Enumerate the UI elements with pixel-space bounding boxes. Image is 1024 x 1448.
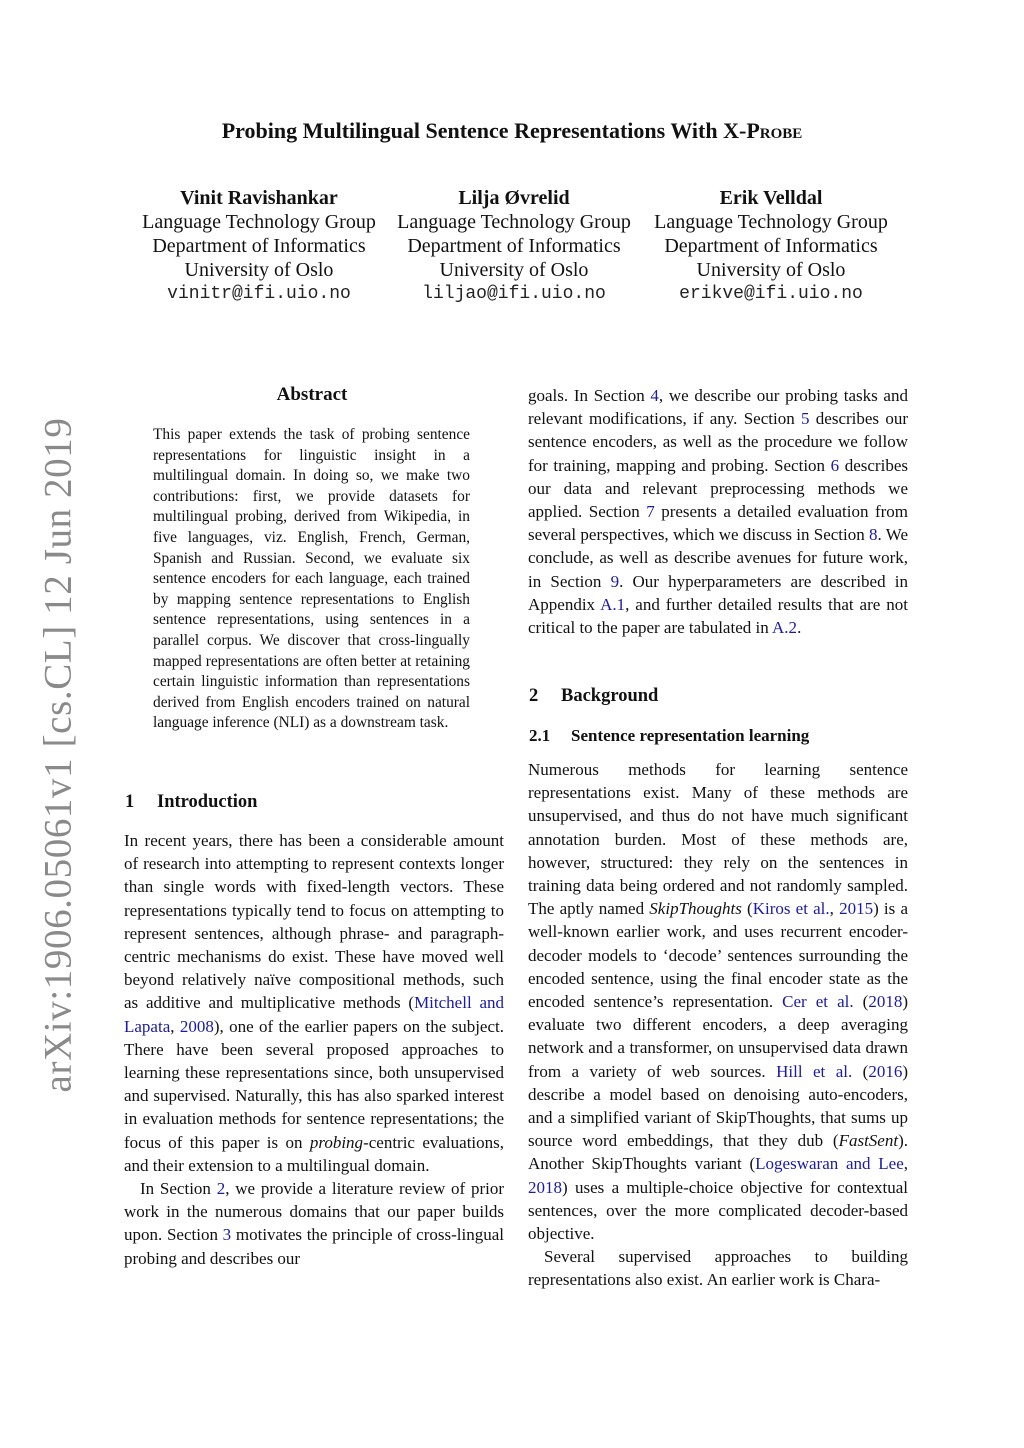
author-department: Department of Informatics: [664, 235, 878, 257]
citation-link[interactable]: 2016: [868, 1061, 903, 1081]
section-link[interactable]: 2: [216, 1179, 226, 1199]
appendix-link[interactable]: A.2: [772, 618, 798, 638]
abstract-text: This paper extends the task of probing sentence representations for linguistic insight in a multilingual domain. In doing so, we make two contributions: first, we provide datasets for multilingual probing, derived from Wikipedia, in five languages, viz. English, French, German, Spanish and Russian. Second, we evaluate six sentence encoders for each language, each trained by mapping sentence representations to English sentence representations, using sentences in a parallel corpus. We discover that cross-lingually mapped representations are often better at retaining certain linguistic information than representations derived from English encoders trained on natural language inference (NLI) as a downstream task.: [153, 426, 470, 732]
author-name: Vinit Ravishankar: [180, 187, 338, 209]
body-paragraph: Numerous methods for learning sentence representations exist. Many of these methods are unsupervised, and thus do not have much significant annotation burden. Most of these methods are, however, structured: they rely on the sentences in training data being ordered and not randomly sampled. The aptly named SkipThoughts (Kiros et al., 2015) is a well-known earlier work, and uses recurrent encoder-decoder models to ‘decode’ sentences surrounding the encoded sentence, using the final encoder state as the encoded sentence’s representation. Cer et al. (2018) evaluate two different encoders, a deep averaging network and a transformer, on unsupervised data drawn from a variety of web sources. Hill et al. (2016) describe a model based on denoising auto-encoders, and a simplified variant of SkipThoughts, that sums up source word embeddings, that they dub (FastSent). Another SkipThoughts variant (Logeswaran and Lee, 2018) uses a multiple-choice objective for contextual sentences, over the more complicated decoder-based objective.: [528, 760, 909, 1244]
right-column-top: [528, 384, 908, 639]
author-group: Language Technology Group: [654, 211, 888, 233]
author-email: liljao@ifi.uio.no: [422, 284, 606, 304]
author-department: Department of Informatics: [152, 235, 366, 257]
author-email: erikve@ifi.uio.no: [679, 284, 863, 304]
author-group: Language Technology Group: [397, 211, 631, 233]
citation-link[interactable]: Mitchell and Lapata: [124, 993, 504, 1036]
author-university: University of Oslo: [184, 259, 334, 281]
left-column-body: [124, 829, 504, 1270]
section-number: 1: [125, 792, 135, 812]
section-link[interactable]: 9: [610, 571, 620, 591]
author-name: Lilja Øvrelid: [458, 187, 570, 209]
appendix-link[interactable]: A.1: [600, 594, 626, 614]
citation-link[interactable]: Kiros et al.: [752, 899, 830, 919]
section-heading-background: [529, 686, 658, 707]
citation-link[interactable]: 2018: [868, 992, 903, 1012]
paper-title: [0, 118, 1024, 144]
section-link[interactable]: 5: [801, 409, 810, 429]
subsection-title: Sentence representation learning: [571, 726, 810, 745]
section-link[interactable]: 6: [830, 455, 840, 475]
title-main: Probing Multilingual Sentence Representations With X-: [221, 118, 747, 143]
author-group: Language Technology Group: [142, 211, 376, 233]
citation-link[interactable]: Hill et al.: [776, 1061, 853, 1081]
body-paragraph: Several supervised approaches to building representations also exist. An earlier work is Chara-: [528, 1247, 908, 1290]
intro-paragraph: In Section 2, we provide a literature review of prior work in the numerous domains that our paper builds upon. Section 3 motivates the principle of cross-lingual probing and describes our: [124, 1179, 505, 1268]
section-title: Introduction: [157, 792, 258, 812]
author-block: [646, 186, 896, 306]
section-link[interactable]: 3: [222, 1225, 232, 1245]
citation-link[interactable]: 2015: [839, 899, 874, 919]
subsection-number: 2.1: [529, 726, 551, 745]
author-university: University of Oslo: [696, 259, 846, 281]
title-small-caps: Probe: [746, 118, 803, 143]
citation-link[interactable]: Cer et al.: [782, 992, 854, 1012]
section-heading-introduction: [125, 792, 257, 813]
section-title: Background: [561, 686, 659, 706]
citation-link[interactable]: 2008: [179, 1016, 214, 1036]
section-link[interactable]: 8: [869, 525, 878, 545]
citation-link[interactable]: 2018: [528, 1177, 562, 1197]
section-link[interactable]: 7: [646, 502, 655, 522]
author-email: vinitr@ifi.uio.no: [167, 284, 351, 304]
section-number: 2: [529, 686, 539, 706]
author-block: [389, 186, 639, 306]
right-column-body: [528, 758, 908, 1292]
abstract-heading: Abstract: [276, 384, 348, 405]
section-link[interactable]: 4: [650, 386, 659, 405]
author-department: Department of Informatics: [407, 235, 621, 257]
body-paragraph: goals. In Section 4, we describe our probing tasks and relevant modifications, if any. Section 5 describes our sentence encoders, as well as the procedure we follow for training, mapping and probing. Section 6 describes our data and relevant preprocessing methods we applied. Section 7 presents a detailed evaluation from several perspectives, which we discuss in Section 8. We conclude, as well as describe avenues for future work, in Section 9. Our hyperparameters are described in Appendix A.1, and further detailed results that are not critical to the paper are tabulated in A.2.: [528, 386, 908, 638]
author-block: [134, 186, 384, 306]
arxiv-sidebar-id: arXiv:1906.05061v1 [cs.CL] 12 Jun 2019: [36, 417, 80, 1093]
author-name: Erik Velldal: [719, 187, 823, 209]
author-university: University of Oslo: [439, 259, 589, 281]
subsection-heading: [529, 726, 809, 746]
intro-paragraph: In recent years, there has been a considerable amount of research into attempting to represent contexts longer than single words with fixed-length vectors. These representations typically tend to focus on attempting to represent sentences, although phrase- and paragraph-centric mechanisms do exist. These have moved well beyond relatively naïve compositional methods, such as additive and multiplicative methods (Mitchell and Lapata, 2008), one of the earlier papers on the subject. There have been several proposed approaches to learning these representations since, both unsupervised and supervised. Naturally, this has also sparked interest in evaluation methods for sentence representations; the focus of this paper is on probing-centric evaluations, and their extension to a multilingual domain.: [124, 831, 505, 1175]
citation-link[interactable]: Logeswaran and Lee: [755, 1154, 904, 1174]
